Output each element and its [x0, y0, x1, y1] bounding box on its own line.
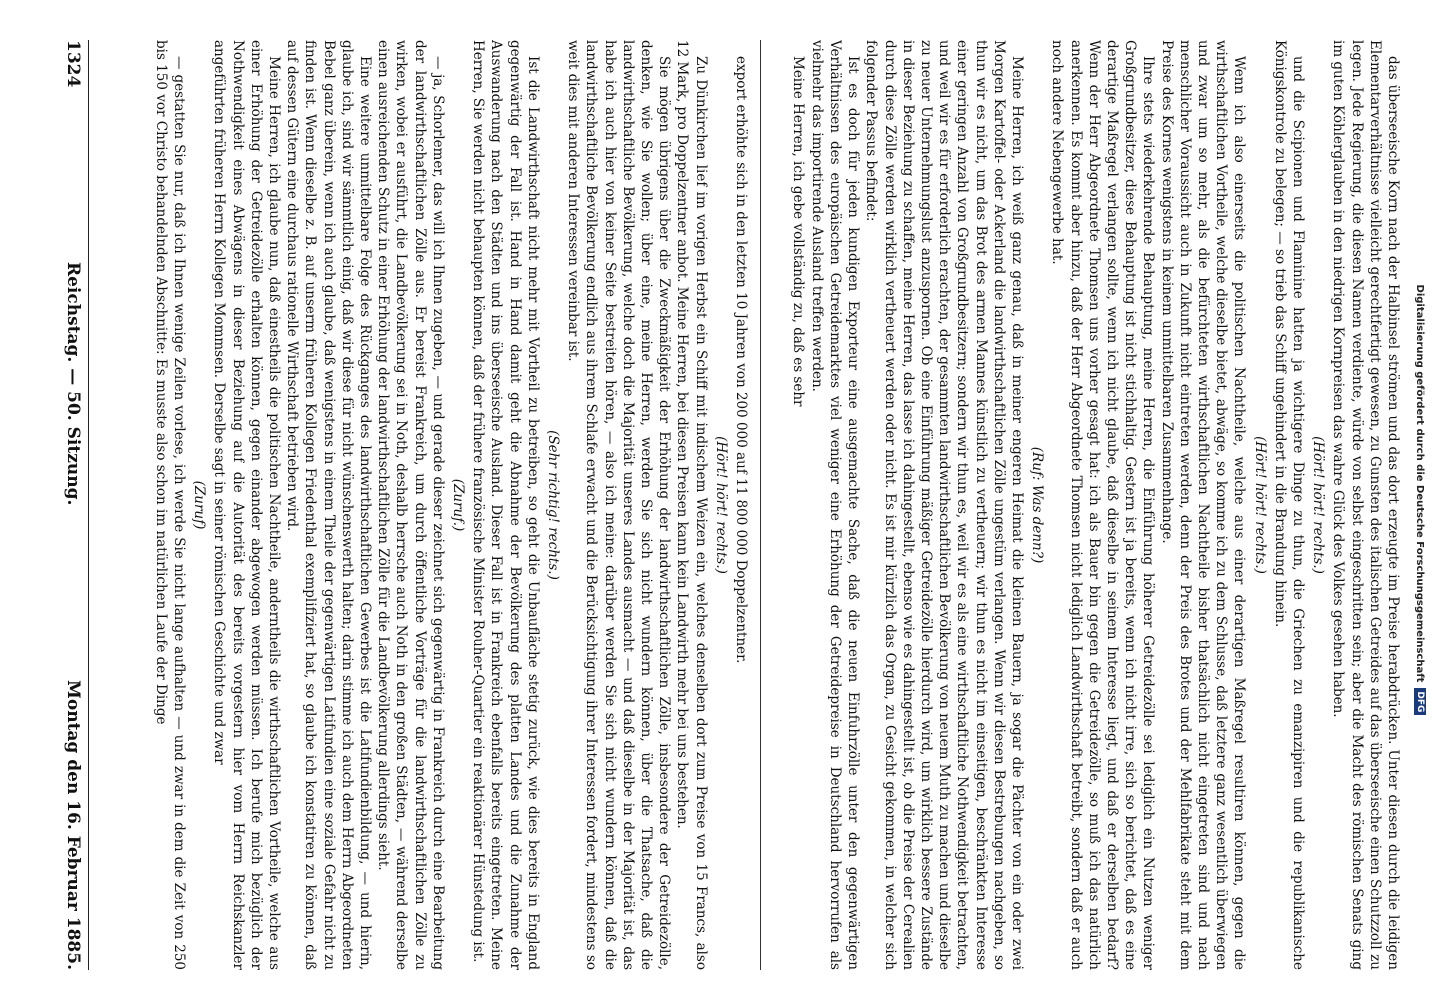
interjection: (Hört! hört! rechts.) — [1251, 436, 1268, 574]
interjection: (Zuruf) — [191, 480, 208, 530]
paragraph: Ihre stets wiederkehrende Behauptung, meine Herren, die Einführung höherer Getreidezölle sei lediglich ein Nutzen weniger Großgrundbesitzer, diese Behauptung ist nicht stichhaltig. Gestern ist ja bereits, wenn ich nicht irre, sich so berichtet, daß es eine derartige Maßregel verlangen sollte, wenn ich nicht glaube, daß dieselbe in seinem Interesse liegt, und daß er derselben bedarf? Wenn der Herr Abgeordnete Thomsen uns vorher gesagt hat: ich als Bauer bin gegen die Getreidezölle, so muß ich das natürlich anerkennen. Es kommt aber hinzu, daß der Herr Abgeordnete Thomsen nicht lediglich Landwirthschaft betreibt, sondern daß er auch noch andere Nebengewerbe hat. — [1049, 40, 1157, 970]
page-header — [60, 40, 86, 970]
paragraph: und die Scipionen und Flaminine hatten ja wichtigere Dinge zu thun, die Griechen zu emanzipiren und die republikanische Königskontrole zu belegen; — so trieb das Schiff ungehindert in die Brandung hinein. — [1271, 40, 1306, 970]
paragraph: Meine Herren, ich glaube nun, daß einestheils die politischen Nachtheile, anderntheils die wirthschaftlichen Vortheile, welche aus einer Erhöhung der Getreidezölle erhalten können, gegen einander abgewogen werden müssen. Ich berufe mich bezüglich der Nothwendigkeit eines Abwägens in dieser Beziehung auf die Autorität des bereits vorgestern hier vom Herrn Reichskanzler angeführten früheren Herrn Kollegen Mommsen. Derselbe sagt in seiner römischen Geschichte und zwar — [211, 40, 282, 970]
paragraph: Meine Herren, ich gebe vollständig zu, daß es sehr — [790, 56, 807, 407]
interjection: (Sehr richtig! rechts.) — [544, 430, 561, 580]
paragraph: Eine weitere unmittelbare Folge des Rückganges des landwirthschaftlichen Gewerbes ist die Latifundienbildung, — und hierin, glaube ich, sind wir sämmtlich einig, daß wir diese für nicht wünschenswerth halten; darin stimme ich auch dem Herrn Abgeordneten Bebel ganz überein, wenn ich auch glaube, daß wenigstens in einem Theile der gegenwärtigen Latifundien eine soziale Gefahr nicht zu finden ist. Wenn dieselbe z. B. auf unserm früheren Kollegen Friedenthal exemplifiziert hat, so glaube ich konstatiren zu können, daß auf dessen Gütern eine durchaus rationelle Wirthschaft betrieben wird. — [284, 40, 373, 970]
interjection: (Ruf: Was denn?) — [1029, 446, 1046, 564]
column-divider — [760, 40, 761, 970]
paragraph: Ist die Landwirthschaft nicht mehr mit Vortheil zu betreiben, so geht die Unbaufläche stetig zurück, wie dies bereits in England gegenwärtig der Fall ist. Hand in Hand damit geht die Abnahme der Bevölkerung des platten Landes und die Zunahme der Auswanderung nach den Städten und ins überseeische Ausland. Dieser Fall ist in Frankreich ebenfalls bereits eingetreten. Meine Herren, Sie werden nicht behaupten können, daß der frühere französische Minister Rouher-Quartier ein reaktionärer Hünstedung ist. — [470, 40, 541, 970]
dfg-logo: DFG — [1414, 688, 1426, 715]
dfg-funding-note — [1408, 0, 1432, 1000]
paragraph: Sie mögen übrigens über die Zweckmäßigkeit der Erhöhung der landwirthschaftlichen Zölle, insbesondere der Getreidezölle, denken, wie Sie wollen; über eine, meine Herren, werden Sie sich nicht wundern können, über die Thatsache, daß die landwirthschaftliche Bevölkerung, welche doch die Majorität unseres Landes ausmacht — und daß dieselbe in der Majorität ist, das habe ich auch hier von keiner Seite bestreiten hören, — also ich meine: darüber werden Sie sich nicht wundern können, daß die landwirthschaftliche Bevölkerung endlich aus ihrem Schlafe erwacht und die Berücksichtigung ihrer Interessen fordert, mindestens so weit dies mit anderen Interessen vereinbar ist. — [565, 40, 673, 970]
funding-text: Digitalisierung gefördert durch die Deutsche Forschungsgemeinschaft — [1414, 284, 1426, 683]
paragraph: — gestatten Sie nur, daß ich Ihnen wenige Zeilen vorlese, ich werde Sie nicht lange aufhalten — und zwar in dem die Zeit von 250 bis 150 vor Christo behandelnden Abschnitte: Es musste also schon im natürlichen Laufe der Dinge — [152, 40, 187, 970]
text-column-2 — [772, 40, 1402, 970]
text-column-1 — [100, 40, 750, 970]
paragraph: Wenn ich also einerseits die politischen Nachtheile, welche aus einer derartigen Maßregel resultiren können, gegen die wirthschaftlichen Vortheile, welche dieselbe bietet, abwäge, so komme ich zu dem Schlusse, daß letztere ganz wesentlich überwiegen und zwar um so mehr, als die befürchteten wirthschaftlichen Nachtheile bisher thatsächlich nicht eingetreten sind und nach menschlicher Voraussicht auch in Zukunft nicht eintreten werden, denn der Preis des Brotes und der Mehlfabrikate steht mit dem Preise des Kornes wenigstens in keinem unmittelbaren Zusammenhange. — [1158, 40, 1248, 970]
paragraph: das überseeische Korn nach der Halbinsel strömen und das dort erzeugte im Preise herabdrücken. Unter diesen durch die leidigen Elementarverhältnisse vielleicht gerechtfertigt gewesen, zu Gunsten des italischen Getreides auf das überseeische einen Schutzzoll zu legen. Jede Regierung, die diesen Namen verdiente, würde von selbst eingeschritten sein; aber die Macht des römischen Senats ging im guten Köhlerglauben in den niedrigen Kornpreisen das wahre Glück des Volkes gesehen haben. — [1330, 40, 1401, 970]
interjection: (Zuruf.) — [449, 478, 466, 532]
header-rule — [88, 40, 89, 970]
column-1-text — [152, 40, 751, 970]
paragraph: Ist es doch für jeden kundigen Exporteur eine ausgemachte Sache, daß die neuen Einfuhrzölle unter den gegenwärtigen Verhältnissen des europäischen Getreidemarktes viel weniger eine Erhöhung der Getreidepreise in Deutschland hervorrufen als vielmehr das importirende Ausland treffen werden. — [808, 40, 862, 970]
paragraph: Meine Herren, ich weiß ganz genau, daß in meiner engeren Heimat die kleinen Bauern, ja sogar die Pächter von ein oder zwei Morgen Kartoffel- oder Ackerland die landwirthschaftlichen Zölle ungestüm verlangen. Wenn wir diesen Bestrebungen nachgeben, so thun wir es nicht, um das Brot des armen Mannes künstlich zu vertheuern; wir thun es nicht im einseitigen, beschränkten Interesse einer geringen Anzahl von Großgrundbesitzern; sondern wir thun es, weil wir es als eine wirthschaftliche Nothwendigkeit betrachten, und weil wir es für erforderlich erachten, der gesammten landwirthschaftlichen Bevölkerung von neuem Muth zu machen und dieselbe zu neuer Unternehmungslust anzuspornen. Ob eine Einführung mäßiger Getreidezölle hierdurch wird, um wirklich bessere Zustände in dieser Beziehung zu schaffen, meine Herren, das lasse ich dahingestellt, ebenso wie es dahingestellt ist, ob die Preise der Cerealien durch diese Zölle werden wirklich vertheuert werden oder nicht. Es ist mir kürzlich das Organ, zu Gesicht gekommen, in welcher sich folgender Passus befindet: — [863, 40, 1025, 970]
paragraph: Zu Dünkirchen lief im vorigen Herbst ein Schiff mit indischem Weizen ein, welches denselben dort zum Preise von 15 Francs, also 12 Mark, pro Doppelzentner anbot. Meine Herren, bei diesen Preisen kann kein Landwirth mehr bei uns bestehen. — [674, 40, 709, 970]
interjection: (Hört! hört! rechts.) — [712, 436, 729, 574]
paragraph: — ja, Schorlemer, das will ich Ihnen zugeben, — und gerade dieser zeichnet sich gegenwärtig in Frankreich durch eine Bearbeitung der landwirthschaftlichen Zölle aus. Er bereist Frankreich, um durch öffentliche Vorträge für die landwirthschaftlichen Zölle zu wirken, wobei er ausführt, die Landbevölkerung sei in Noth, deshalb herrsche auch Noth in den großen Städten, — während derselbe einen ausreichenden Schutz in einer Erhöhung der landwirthschaftlichen Zölle für die Landbevölkerung allerdings sieht. — [375, 40, 446, 970]
session-date: Montag den 16. Februar 1885. — [63, 680, 83, 970]
paragraph: export erhöhte sich in den letzten 10 Jahren von 200 000 auf 11 800 000 Doppelzentner. — [733, 56, 749, 664]
interjection: (Hört! hört! rechts.) — [1310, 436, 1327, 574]
page-number: 1324 — [63, 40, 83, 88]
session-title: Reichstag. — 50. Sitzung. — [63, 261, 83, 506]
column-2-text — [789, 40, 1402, 970]
